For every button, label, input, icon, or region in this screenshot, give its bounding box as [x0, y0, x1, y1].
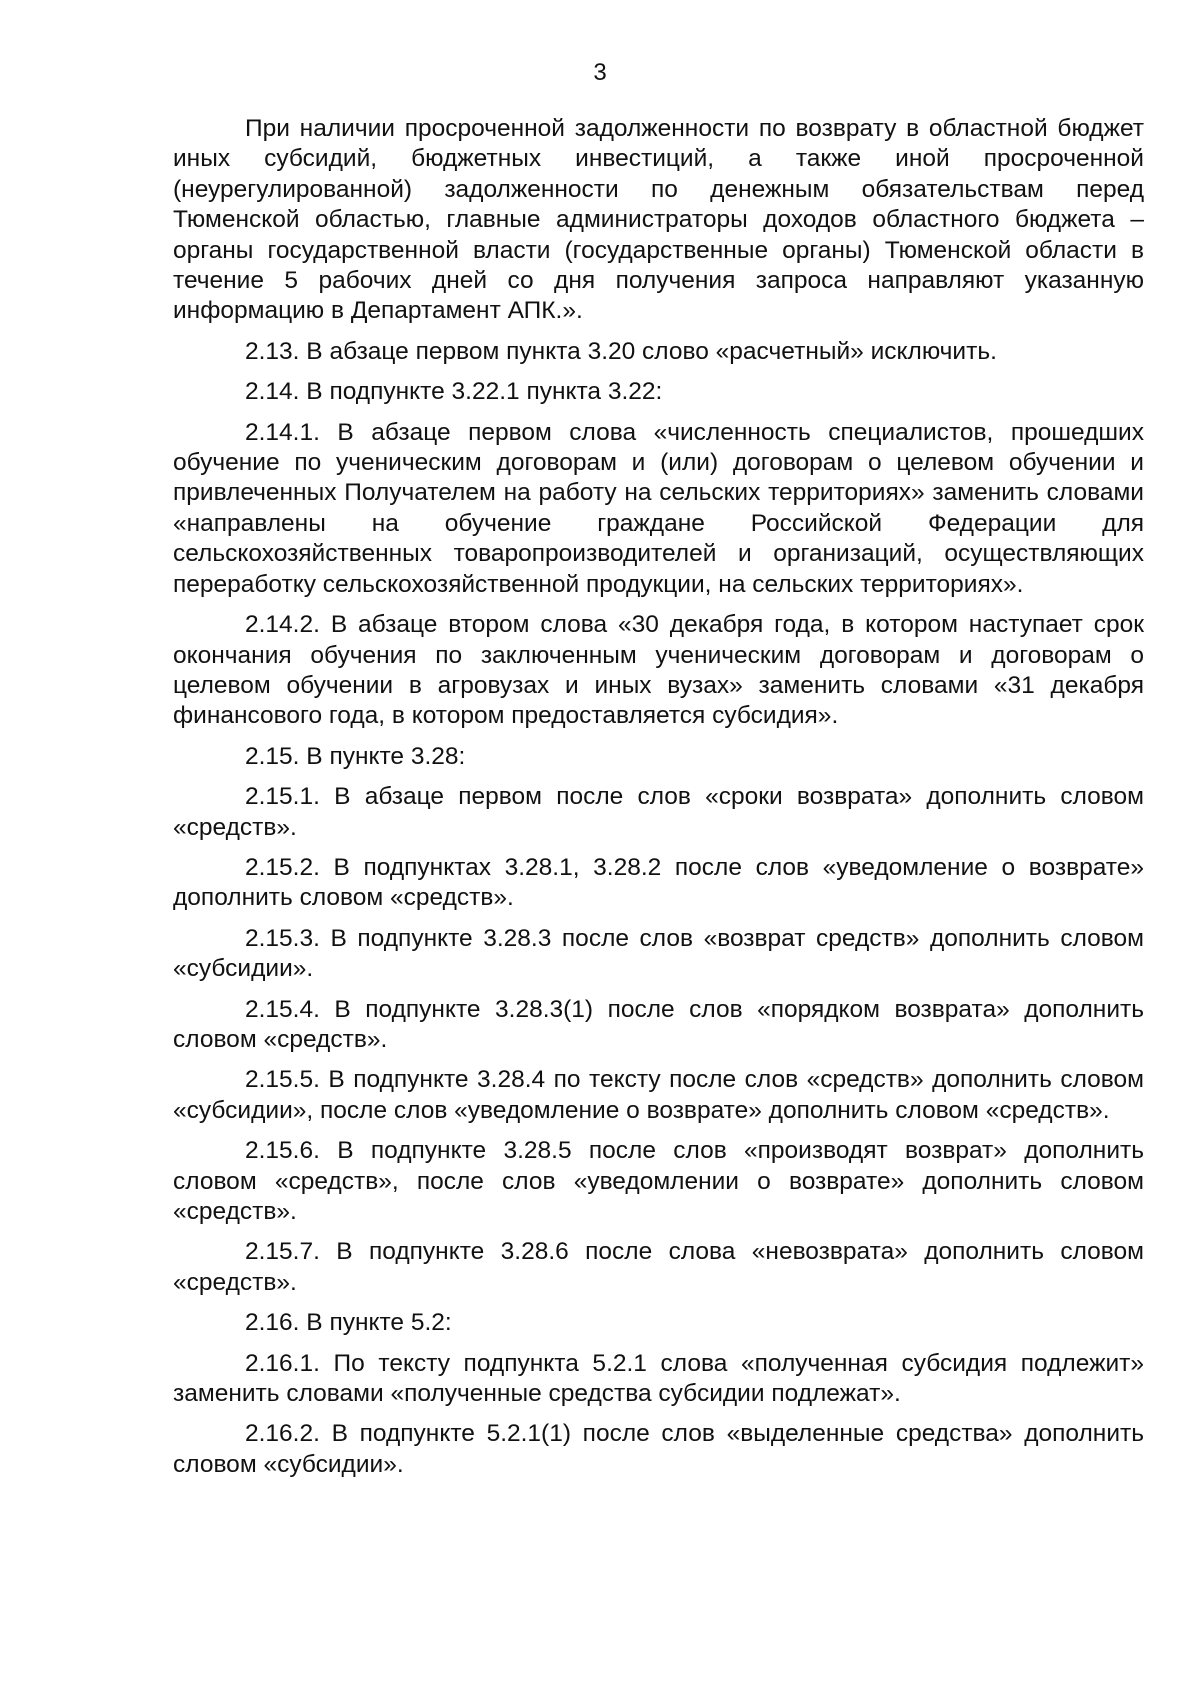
paragraph-2-14: 2.14. В подпункте 3.22.1 пункта 3.22:: [245, 378, 663, 406]
page-number: 3: [593, 59, 607, 86]
paragraph-2-16-1: 2.16.1. По тексту подпункта 5.2.1 слова «полученная субсидия подлежит» заменить словами «полученные средства субсидии подлежат».: [173, 1349, 1144, 1408]
paragraph-2-15-1: 2.15.1. В абзаце первом после слов «сроки возврата» дополнить словом «средств».: [173, 783, 1144, 841]
paragraph-2-14-2: 2.14.2. В абзаце втором слова «30 декабря года, в котором наступает срок окончания обучения по заключенным ученическим договорам и договорам о целевом обучении в агровузах и иных вузах» заменить словами «31 декабря финансового года, в котором предоставляется субсидия».: [173, 611, 1144, 730]
paragraph-2-16: 2.16. В пункте 5.2:: [245, 1309, 452, 1337]
paragraph-2-13: 2.13. В абзаце первом пункта 3.20 слово «расчетный» исключить.: [245, 337, 997, 365]
paragraph-2-15: 2.15. В пункте 3.28:: [245, 742, 466, 770]
paragraph-2-15-6: 2.15.6. В подпункте 3.28.5 после слов «производят возврат» дополнить словом «средств», после слов «уведомлении о возврате» дополнить словом «средств».: [173, 1137, 1144, 1225]
paragraph-2-15-5: 2.15.5. В подпункте 3.28.4 по тексту после слов «средств» дополнить словом «субсидии», после слов «уведомление о возврате» дополнить словом «средств».: [173, 1066, 1144, 1124]
paragraph-2-14-1: 2.14.1. В абзаце первом слова «численность специалистов, прошедших обучение по ученическим договорам и (или) договорам о целевом обучении и привлеченных Получателем на работу на сельских территориях» заменить словами «направлены на обучение граждане Российской Федерации для сельскохозяйственных товаропроизводителей и организаций, осуществляющих переработку сельскохозяйственной продукции, на сельских территориях».: [173, 418, 1144, 598]
paragraph-2-15-4: 2.15.4. В подпункте 3.28.3(1) после слов «порядком возврата» дополнить словом «средств».: [173, 995, 1144, 1053]
paragraph-2-16-2: 2.16.2. В подпункте 5.2.1(1) после слов «выделенные средства» дополнить словом «субсидии».: [173, 1420, 1144, 1478]
paragraph-debt-information: При наличии просроченной задолженности по возврату в областной бюджет иных субсидий, бюджетных инвестиций, а также иной просроченной (неурегулированной) задолженности по денежным обязательствам перед Тюменской областью, главные администраторы доходов областного бюджета – органы государственной власти (государственные органы) Тюменской области в течение 5 рабочих дней со дня получения запроса направляют указанную информацию в Департамент АПК.».: [173, 115, 1144, 325]
document-body: [173, 114, 1144, 1490]
paragraph-2-15-3: 2.15.3. В подпункте 3.28.3 после слов «возврат средств» дополнить словом «субсидии».: [173, 924, 1144, 983]
paragraph-2-15-2: 2.15.2. В подпунктах 3.28.1, 3.28.2 после слов «уведомление о возврате» дополнить словом «средств».: [173, 853, 1144, 912]
paragraph-2-15-7: 2.15.7. В подпункте 3.28.6 после слова «невозврата» дополнить словом «средств».: [173, 1238, 1144, 1296]
